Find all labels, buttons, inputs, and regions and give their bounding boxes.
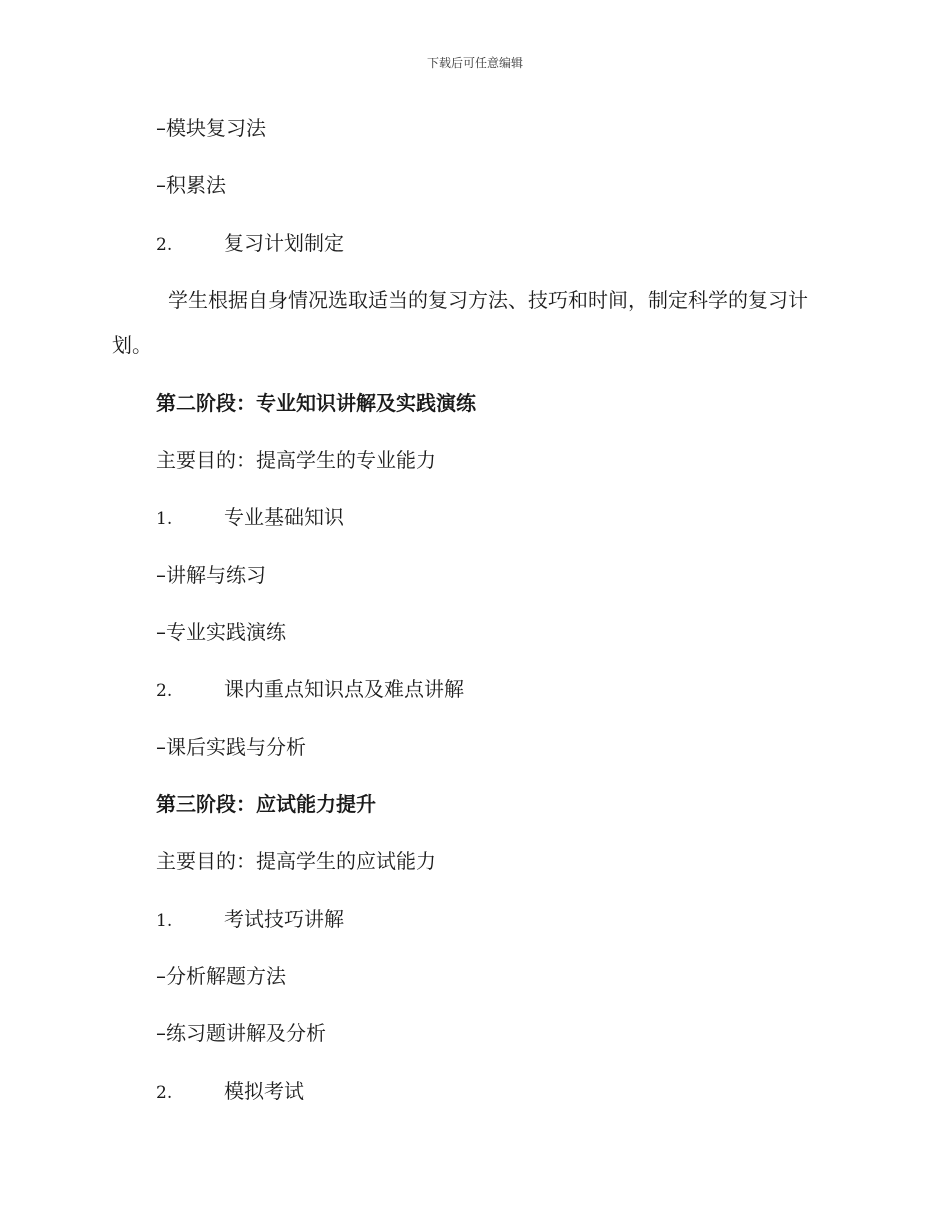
section-heading-stage-three: 第三阶段：应试能力提升 (156, 792, 376, 816)
numbered-item-review-plan (156, 230, 344, 258)
page-header: 下载后可任意编辑 (426, 56, 523, 70)
item-text: 模拟考试 (224, 1079, 304, 1103)
list-item-text: –讲解与练习 (156, 563, 266, 587)
item-text: 课内重点知识点及难点讲解 (224, 677, 464, 701)
numbered-item-mock-exam (156, 1078, 304, 1106)
item-text: 考试技巧讲解 (224, 907, 344, 931)
item-number: 1. (156, 911, 173, 931)
list-item-text: –积累法 (156, 173, 226, 197)
item-number: 2. (156, 681, 173, 701)
goal-line-stage-two: 主要目的：提高学生的专业能力 (156, 448, 436, 472)
list-item-solving-methods (156, 963, 286, 989)
list-item-text: –课后实践与分析 (156, 735, 306, 759)
numbered-item-exam-skills (156, 906, 344, 934)
list-item-exercise-analysis (156, 1020, 326, 1046)
item-text: 专业基础知识 (224, 505, 344, 529)
list-item-accumulation (156, 172, 226, 198)
list-item-text: –练习题讲解及分析 (156, 1021, 326, 1045)
numbered-item-key-points (156, 676, 464, 704)
item-text: 复习计划制定 (224, 231, 344, 255)
list-item-text: –分析解题方法 (156, 964, 286, 988)
item-number: 2. (156, 235, 173, 255)
list-item-explain-practice (156, 562, 266, 588)
goal-line-stage-three: 主要目的：提高学生的应试能力 (156, 849, 436, 873)
list-item-after-class (156, 734, 306, 760)
section-heading-stage-two: 第二阶段：专业知识讲解及实践演练 (156, 391, 476, 415)
list-item-text: –模块复习法 (156, 116, 266, 140)
list-item-text: –专业实践演练 (156, 620, 286, 644)
item-number: 2. (156, 1083, 173, 1103)
item-number: 1. (156, 509, 173, 529)
numbered-item-basic-knowledge (156, 504, 344, 532)
body-paragraph: 学生根据自身情况选取适当的复习方法、技巧和时间，制定科学的复习计划。 (112, 288, 808, 357)
list-item-module-review (156, 115, 266, 141)
list-item-professional-practice (156, 619, 286, 645)
